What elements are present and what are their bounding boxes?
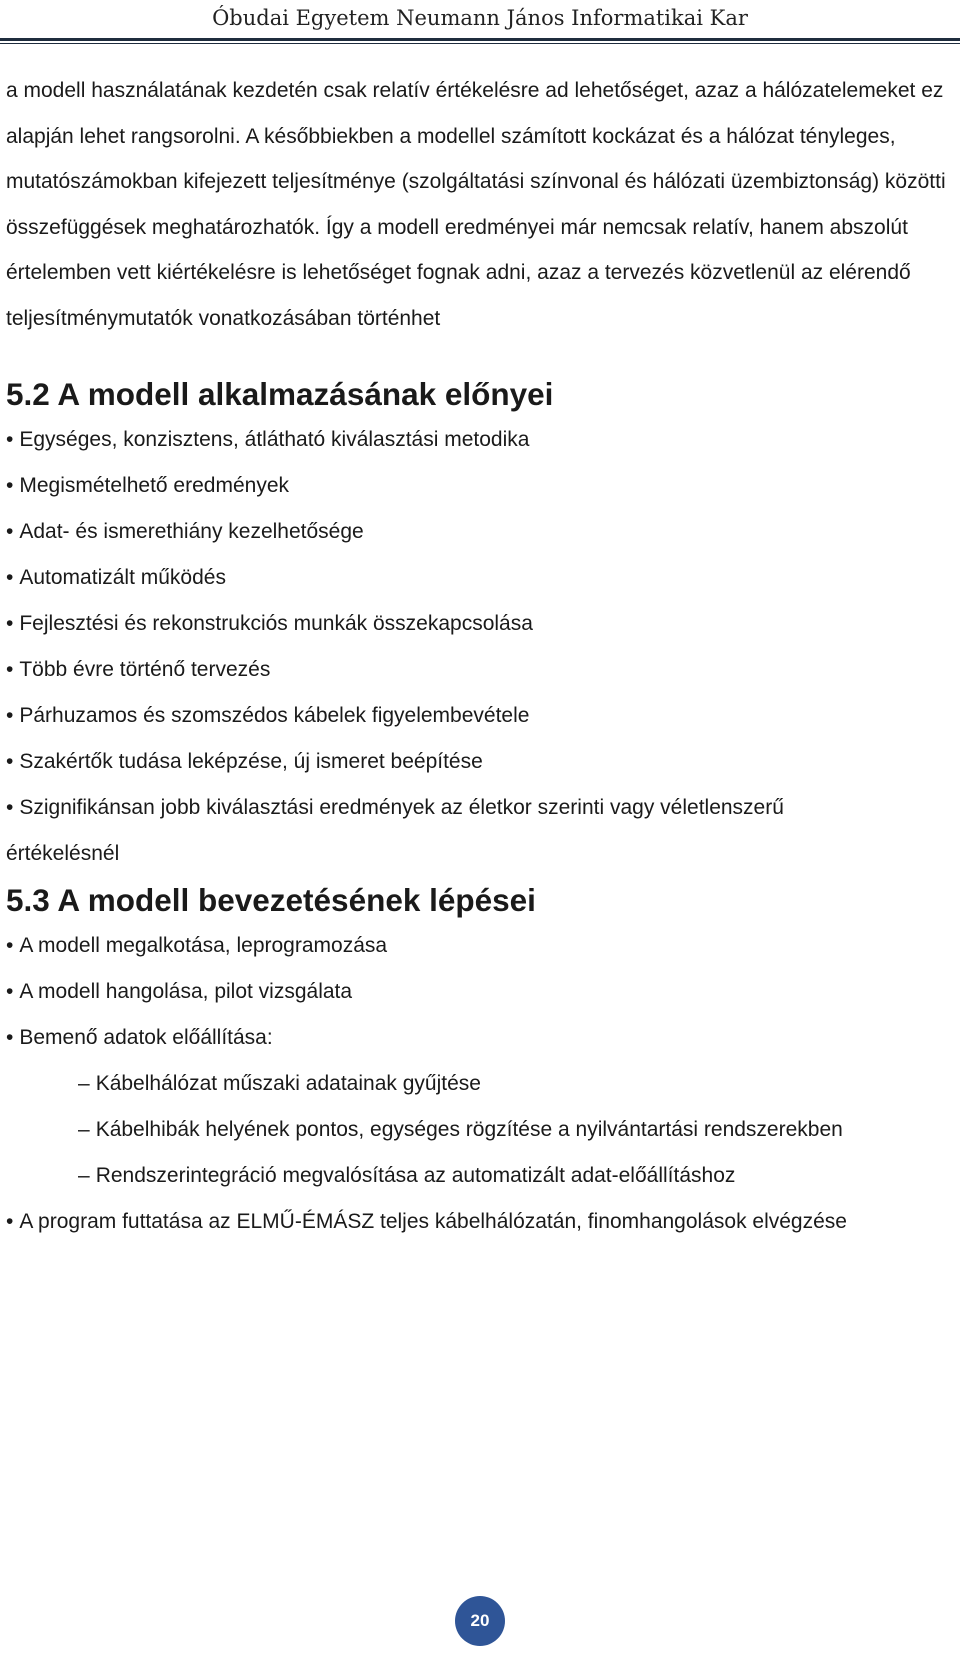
list-item: • Szakértők tudása leképzése, új ismeret beépítése (6, 750, 483, 773)
list-item: • A modell megalkotása, leprogramozása (6, 934, 388, 957)
dash-icon: – (78, 1164, 90, 1187)
sublist-item: – Rendszerintegráció megvalósítása az automatizált adat-előállításhoz (78, 1164, 736, 1187)
bullet-icon: • (6, 428, 14, 451)
list-item: • A program futtatása az ELMŰ-ÉMÁSZ teljes kábelhálózatán, finomhangolások elvégzése (6, 1210, 847, 1233)
list-item: • Megismételhető eredmények (6, 474, 289, 497)
sublist-item: – Kábelhálózat műszaki adatainak gyűjtése (78, 1072, 481, 1095)
header-rule (0, 38, 960, 41)
advantages-list (6, 417, 946, 877)
bullet-icon: • (6, 566, 14, 589)
header-title: Óbudai Egyetem Neumann János Informatikai Kar (212, 6, 748, 30)
list-item: • A modell hangolása, pilot vizsgálata (6, 980, 353, 1003)
bullet-icon: • (6, 980, 14, 1003)
dash-icon: – (78, 1072, 90, 1095)
list-item: • Párhuzamos és szomszédos kábelek figyelembevétele (6, 704, 530, 727)
list-item: • Automatizált működés (6, 566, 226, 589)
list-item: • Fejlesztési és rekonstrukciós munkák összekapcsolása (6, 612, 533, 635)
bullet-icon: • (6, 796, 14, 819)
list-item: • Adat- és ismerethiány kezelhetősége (6, 520, 364, 543)
bullet-icon: • (6, 658, 14, 681)
bullet-icon: • (6, 520, 14, 543)
final-step-list (6, 1199, 946, 1245)
steps-list (6, 923, 946, 1061)
dash-icon: – (78, 1118, 90, 1141)
intro-paragraph: a modell használatának kezdetén csak relatív értékelésre ad lehetőséget, azaz a hálózatelemeket ez alapján lehet rangsorolni. A későbbiekben a modellel számított kockázat és a hálózat tényleges, mutatószámokban kifejezett teljesítménye (szolgáltatási színvonal és hálózati üzembiztonság) közötti összefüggések meghatározhatók. Így a modell eredményei már nemcsak relatív, hanem abszolút értelemben vett kiértékelésre is lehetőséget fognak adni, azaz a tervezés közvetlenül az elérendő teljesítménymutatók vonatkozásában történhet (6, 79, 946, 330)
header-rule-thin (0, 43, 960, 44)
bullet-icon: • (6, 612, 14, 635)
list-item: • Több évre történő tervezés (6, 658, 271, 681)
page-header (0, 0, 960, 42)
bullet-icon: • (6, 704, 14, 727)
section-heading-5-3: 5.3 A modell bevezetésének lépései (6, 882, 536, 918)
bullet-icon: • (6, 1210, 14, 1233)
bullet-icon: • (6, 474, 14, 497)
bullet-icon: • (6, 1026, 14, 1049)
bullet-icon: • (6, 934, 14, 957)
page-number-badge: 20 (455, 1596, 505, 1646)
bullet-icon: • (6, 750, 14, 773)
document-body (6, 68, 946, 1245)
section-heading-5-2: 5.2 A modell alkalmazásának előnyei (6, 376, 554, 412)
list-item: • Szignifikánsan jobb kiválasztási eredmények az életkor szerinti vagy véletlenszerű értékelésnél (6, 796, 784, 865)
list-item: • Bemenő adatok előállítása: (6, 1026, 273, 1049)
sublist-item: – Kábelhibák helyének pontos, egységes rögzítése a nyilvántartási rendszerekben (78, 1118, 843, 1141)
list-item: • Egységes, konzisztens, átlátható kiválasztási metodika (6, 428, 530, 451)
input-data-sublist (6, 1061, 946, 1199)
